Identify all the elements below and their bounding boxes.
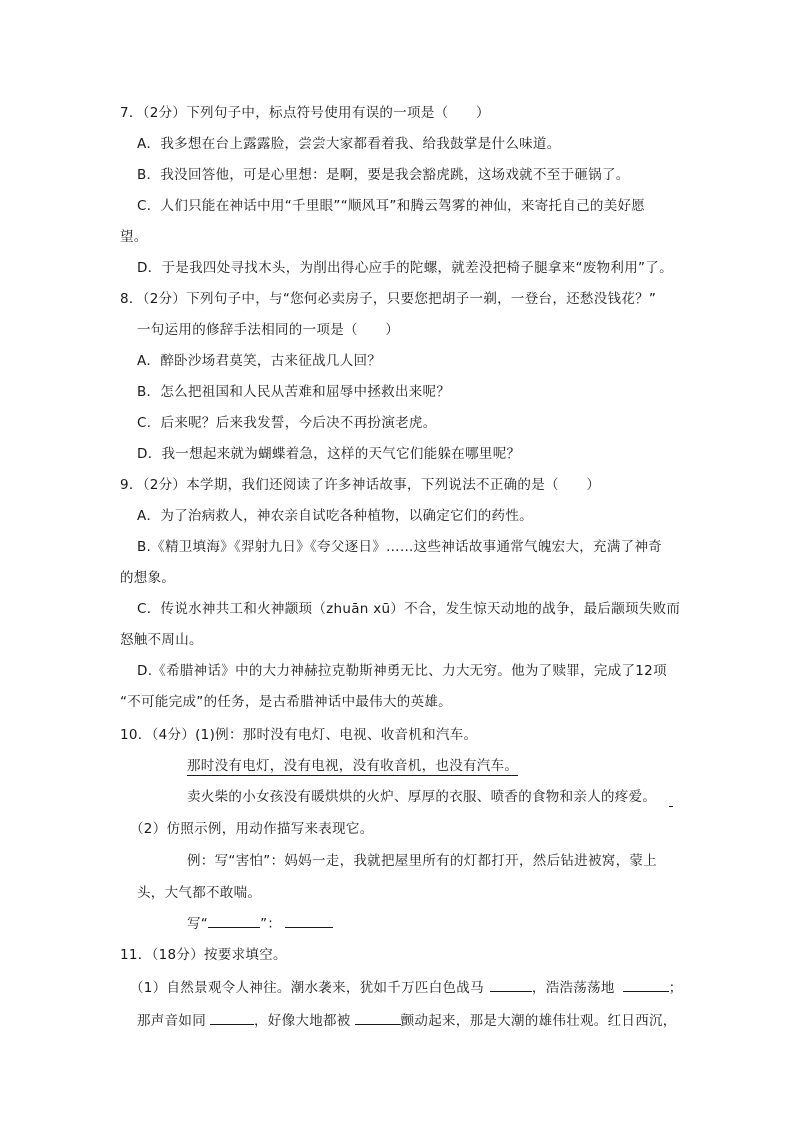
q10-blank-emotion[interactable] (208, 915, 260, 928)
q10-example-line1: 例：写“害怕”：妈妈一走，我就把屋里所有的灯都打开，然后钻进被窝，蒙上 (187, 853, 657, 869)
q11-line2-text-c: 颤动起来，那是大潮的雄伟壮观。红日西沉， (400, 1013, 677, 1029)
q10-stem: 10．（4分）(1)例：那时没有电灯、电视、收音机和汽车。 (120, 727, 478, 743)
q10-answer-mark (669, 806, 673, 807)
q8-option-a: A．醉卧沙场君莫笑，古来征战几人回？ (137, 353, 382, 369)
q11-blank-4[interactable] (355, 1012, 401, 1025)
q8-option-c: C．后来呢？后来我发誓，今后决不再扮演老虎。 (137, 415, 437, 431)
q7-option-d: D．于是我四处寻找木头，为削出得心应手的陀螺，就差没把椅子腿拿来“废物利用”了。 (137, 260, 673, 276)
q11-line1 (130, 979, 683, 997)
q8-stem: 8．（2分）下列句子中，与“您何必卖房子，只要您把胡子一剃，一登台，还愁没钱花？” (120, 291, 657, 307)
q10-example-answer (187, 757, 518, 775)
q7-stem: 7．（2分）下列句子中，标点符号使用有误的一项是（ ） (120, 105, 490, 121)
q11-blank-1[interactable] (490, 979, 532, 992)
q9-option-d-cont: “不可能完成”的任务，是古希腊神话中最伟大的英雄。 (120, 694, 452, 710)
q8-option-b: B．怎么把祖国和人民从苦难和屈辱中拯救出来呢？ (137, 384, 451, 400)
q11-blank-3[interactable] (210, 1012, 254, 1025)
q11-line2 (137, 1012, 677, 1030)
q10-task-sentence: 卖火柴的小女孩没有暖烘烘的火炉、厚厚的衣服、喷香的食物和亲人的疼爱。 (187, 789, 657, 805)
q9-option-a: A．为了治病救人，神农亲自试吃各种植物，以确定它们的药性。 (137, 508, 533, 524)
q9-stem: 9．（2分）本学期，我们还阅读了许多神话故事，下列说法不正确的是（ ） (120, 477, 601, 493)
q11-line2-text-a: 那声音如同 (137, 1013, 206, 1029)
q8-option-d: D．我一想起来就为蝴蝶着急，这样的天气它们能躲在哪里呢？ (137, 446, 521, 462)
q9-option-c-cont: 怒触不周山。 (120, 632, 203, 648)
q10-write-line (187, 915, 333, 933)
q10-blank-description[interactable] (285, 915, 333, 928)
q9-option-b-cont: 的想象。 (120, 570, 176, 586)
q11-line1-text-b: ，浩浩荡荡地 (531, 980, 615, 996)
q11-blank-2[interactable] (623, 979, 669, 992)
q7-option-c-cont: 望。 (120, 229, 148, 245)
q10-part2: （2）仿照示例，用动作描写来表现它。 (130, 821, 374, 837)
q9-option-c: C．传说水神共工和火神颛顼（zhuān xū）不合，发生惊天动地的战争，最后颛顼失败而 (137, 601, 681, 617)
q11-stem: 11．（18分）按要求填空。 (120, 947, 287, 963)
q9-option-d: D.《希腊神话》中的大力神赫拉克勒斯神勇无比、力大无穷。他为了赎罪，完成了12项 (137, 663, 667, 679)
q9-option-b: B.《精卫填海》《羿射九日》《夸父逐日》……这些神话故事通常气魄宏大，充满了神奇 (137, 539, 663, 555)
q11-line2-text-b: ，好像大地都被 (254, 1013, 351, 1029)
q7-option-c: C．人们只能在神话中用“千里眼”“顺风耳”和腾云驾雾的神仙，来寄托自己的美好愿 (137, 198, 646, 214)
q7-option-b: B．我没回答他，可是心里想：是啊，要是我会豁虎跳，这场戏就不至于砸锅了。 (137, 167, 630, 183)
q7-option-a: A．我多想在台上露露脸，尝尝大家都看着我、给我鼓掌是什么味道。 (137, 136, 561, 152)
q10-write-prefix: 写“ (187, 916, 209, 932)
q8-stem-cont: 一句运用的修辞手法相同的一项是（ ） (137, 322, 400, 338)
q11-line1-text-a: （1）自然景观令人神往。潮水袭来，犹如千万匹白色战马 (130, 980, 484, 996)
q11-line1-text-c: ； (668, 980, 683, 996)
q10-example-answer-text: 那时没有电灯，没有电视，没有收音机，也没有汽车。 (187, 758, 519, 774)
q10-example-line2: 头，大气都不敢喘。 (137, 885, 262, 901)
q10-write-mid: ”： (260, 916, 282, 932)
